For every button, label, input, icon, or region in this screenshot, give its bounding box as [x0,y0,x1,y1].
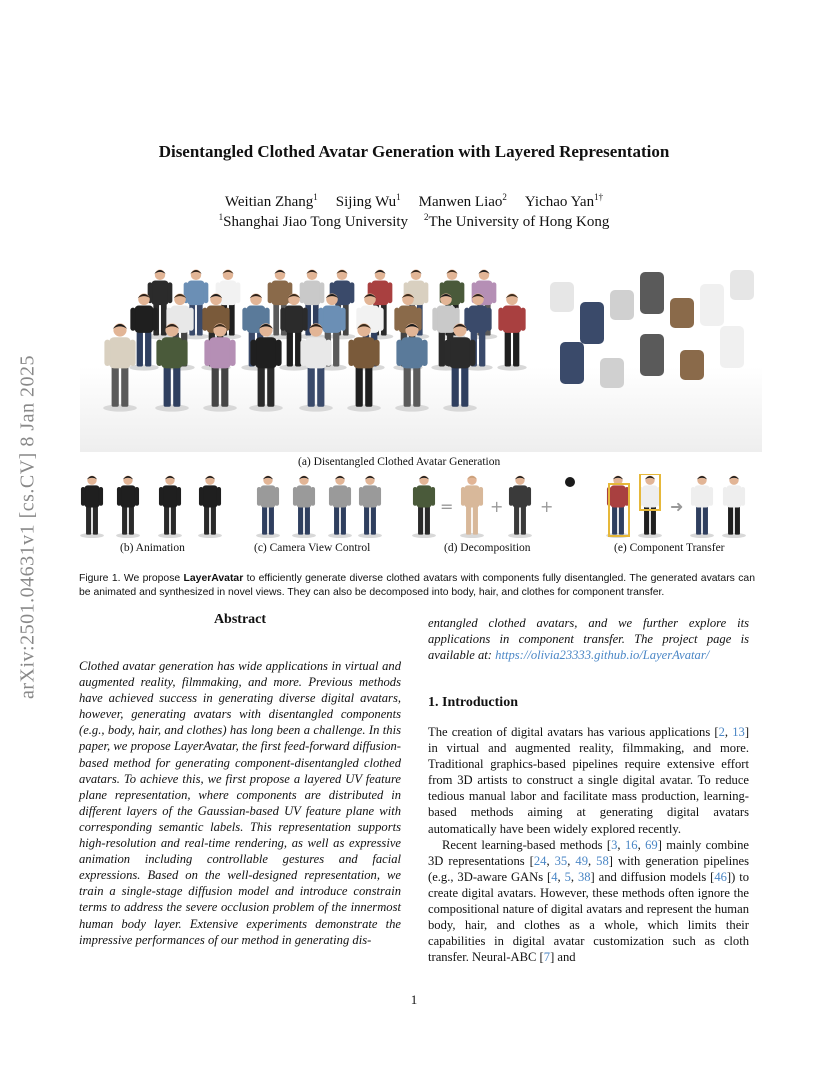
avatar-figure [198,476,222,538]
avatar-figure [497,293,526,370]
operator-symbol: + [490,497,504,516]
avatar-figure [460,476,484,538]
abstract-continuation-text: entangled clothed avatars, and we further explore its applications in component transfer. The project page is available at: [428,616,749,663]
citation-link[interactable]: 58 [596,853,609,868]
clothing-component [640,272,664,314]
author-name: Weitian Zhang$^1$ [224,192,318,210]
citation-link[interactable]: 16 [624,837,638,852]
avatar-figure [256,476,280,538]
citation-link[interactable]: 2 [718,725,725,739]
introduction-paragraph-2: Recent learning-based methods [3, 16, 69] mainly combine 3D representations [24, 35, 49, 58] with generation pipelines (e.g., 3D-aware GANs [4, 5, 38] and diffusion models [46]) to create digital avatars. However, these methods often ignore the compositional nature of digital avatars and represent the human body, hair, and clothes as a whole, which limits their capabilities in digital avatar customization such as cloth transfer. Neural-ABC [7] and [428,837,750,965]
clothing-component [640,334,664,376]
avatar-figure [412,476,436,538]
affiliation-list [0,214,828,231]
operator-symbol: ➜ [670,497,684,516]
figure-label-transfer: (e) Component Transfer [614,542,725,554]
figure-caption [79,572,755,600]
clothing-component [560,342,584,384]
operator-symbol: = [440,497,454,516]
citation-link[interactable]: 7 [543,950,551,965]
avatar-figure [358,476,382,538]
decomposition-illustration [410,474,590,546]
citation-link[interactable]: 4 [551,869,558,884]
avatar-figure [292,476,316,538]
operator-symbol: + [540,497,554,516]
affiliation: $^1$Shanghai Jiao Tong University [218,212,409,230]
introduction-paragraph-1: The creation of digital avatars has various applications [2, 13] in virtual and augmented reality, filmmaking, and more. Traditional graphics-based pipelines require extensive effort from 3D artists to construct a single digital avatar. To reduce tedious manual labor and facilitate mass production, learning-based methods aiming at generating digital avatars automatically have been widely explored recently. [428,725,750,836]
avatar-figure [158,476,182,538]
abstract-heading: Abstract [213,612,267,627]
project-page-link[interactable]: https://olivia23333.github.io/LayerAvatar/ [495,648,710,663]
abstract-paragraph: Clothed avatar generation has wide applications in virtual and augmented reality, filmmaking, and more. Previous methods have achieved success in generating diverse digital avatars, however, generating avatars with disentangled components (e.g., body, hair, and clothes) has long been a challenge. In this paper, we propose LayerAvatar, the first feed-forward diffusion-based method for generating component-disentangled clothed avatars. To achieve this, we first propose a layered UV feature plane representation, where components are distributed in different layers of the Gaussian-based UV feature plane with corresponding semantic labels. This representation supports high-resolution and real-time rendering, as well as expressive animation including controllable gestures and facial expressions. Based on the well-designed representation, we train a single-stage diffusion model and introduce constrain terms to address the severe occlusion problem of the innermost human body layer. Extensive experiments demonstrate the impressive performances of our method in generating dis- [79,659,401,947]
author-name: Sijing Wu$^1$ [335,192,401,210]
author-name: Manwen Liao$^2$ [418,192,507,210]
affiliation: $^2$The University of Hong Kong [424,212,610,230]
avatar-crowd-illustration [80,262,762,452]
decomposition-panel [410,474,590,546]
citation-link[interactable]: 5 [564,869,571,884]
paper-title: Disentangled Clothed Avatar Generation with Layered Representation [158,142,670,161]
citation-link[interactable]: 35 [554,853,568,868]
teaser-figure [72,262,768,558]
clothing-component [670,298,694,328]
avatar-figure [722,476,746,538]
figure-label-animation: (b) Animation [120,542,185,554]
author-name: Yichao Yan$^{1\dagger}$ [524,192,604,210]
introduction-text [428,724,749,965]
camera-view-panel [254,474,384,546]
caption-prefix: Figure 1. We propose [79,573,184,584]
citation-link[interactable]: 46 [714,869,727,884]
arxiv-identifier: arXiv:2501.04631v1 [cs.CV] 8 Jan 2025 [16,354,39,700]
clothing-component [550,282,574,312]
citation-link[interactable]: 3 [611,837,618,852]
abstract-continuation [428,615,749,663]
component-transfer-illustration [604,474,754,546]
citation-link[interactable]: 69 [645,837,658,852]
arxiv-sidebar [10,298,46,756]
clothing-component [720,326,744,368]
clothing-component [730,270,754,300]
avatar-crowd-image [80,262,762,452]
avatar-figure [328,476,352,538]
caption-body: to efficiently generate diverse clothed avatars with components fully disentangled. The generated avatars can be animated and synthesized in novel views. They can also be decomposed into body, hair, and clothes for component transfer. [79,573,755,598]
component-transfer-panel [604,474,754,546]
avatar-figure [690,476,714,538]
animation-panel [78,474,228,546]
figure-label-camera: (c) Camera View Control [254,542,371,554]
clothing-component [700,284,724,326]
abstract-text [79,658,401,948]
citation-link[interactable]: 13 [732,725,745,739]
citation-link[interactable]: 24 [533,853,547,868]
avatar-figure [80,476,104,538]
animation-illustration [78,474,228,546]
citation-link[interactable]: 38 [577,869,591,884]
camera-view-illustration [254,474,384,546]
citation-link[interactable]: 49 [575,853,588,868]
author-list [0,194,828,211]
figure-label-decomposition: (d) Decomposition [444,542,531,554]
figure-label-generation: (a) Disentangled Clothed Avatar Generation [298,456,501,468]
avatar-figure [508,476,532,538]
avatar-figure [638,476,662,538]
clothing-component [610,290,634,320]
page-number: 1 [410,992,418,1007]
caption-method-name: LayerAvatar [183,573,244,584]
clothing-component [680,350,704,380]
clothing-component [600,358,624,388]
introduction-heading: 1. Introduction [428,695,518,710]
avatar-figure [116,476,140,538]
hair-component [565,477,575,487]
clothing-component [580,302,604,344]
